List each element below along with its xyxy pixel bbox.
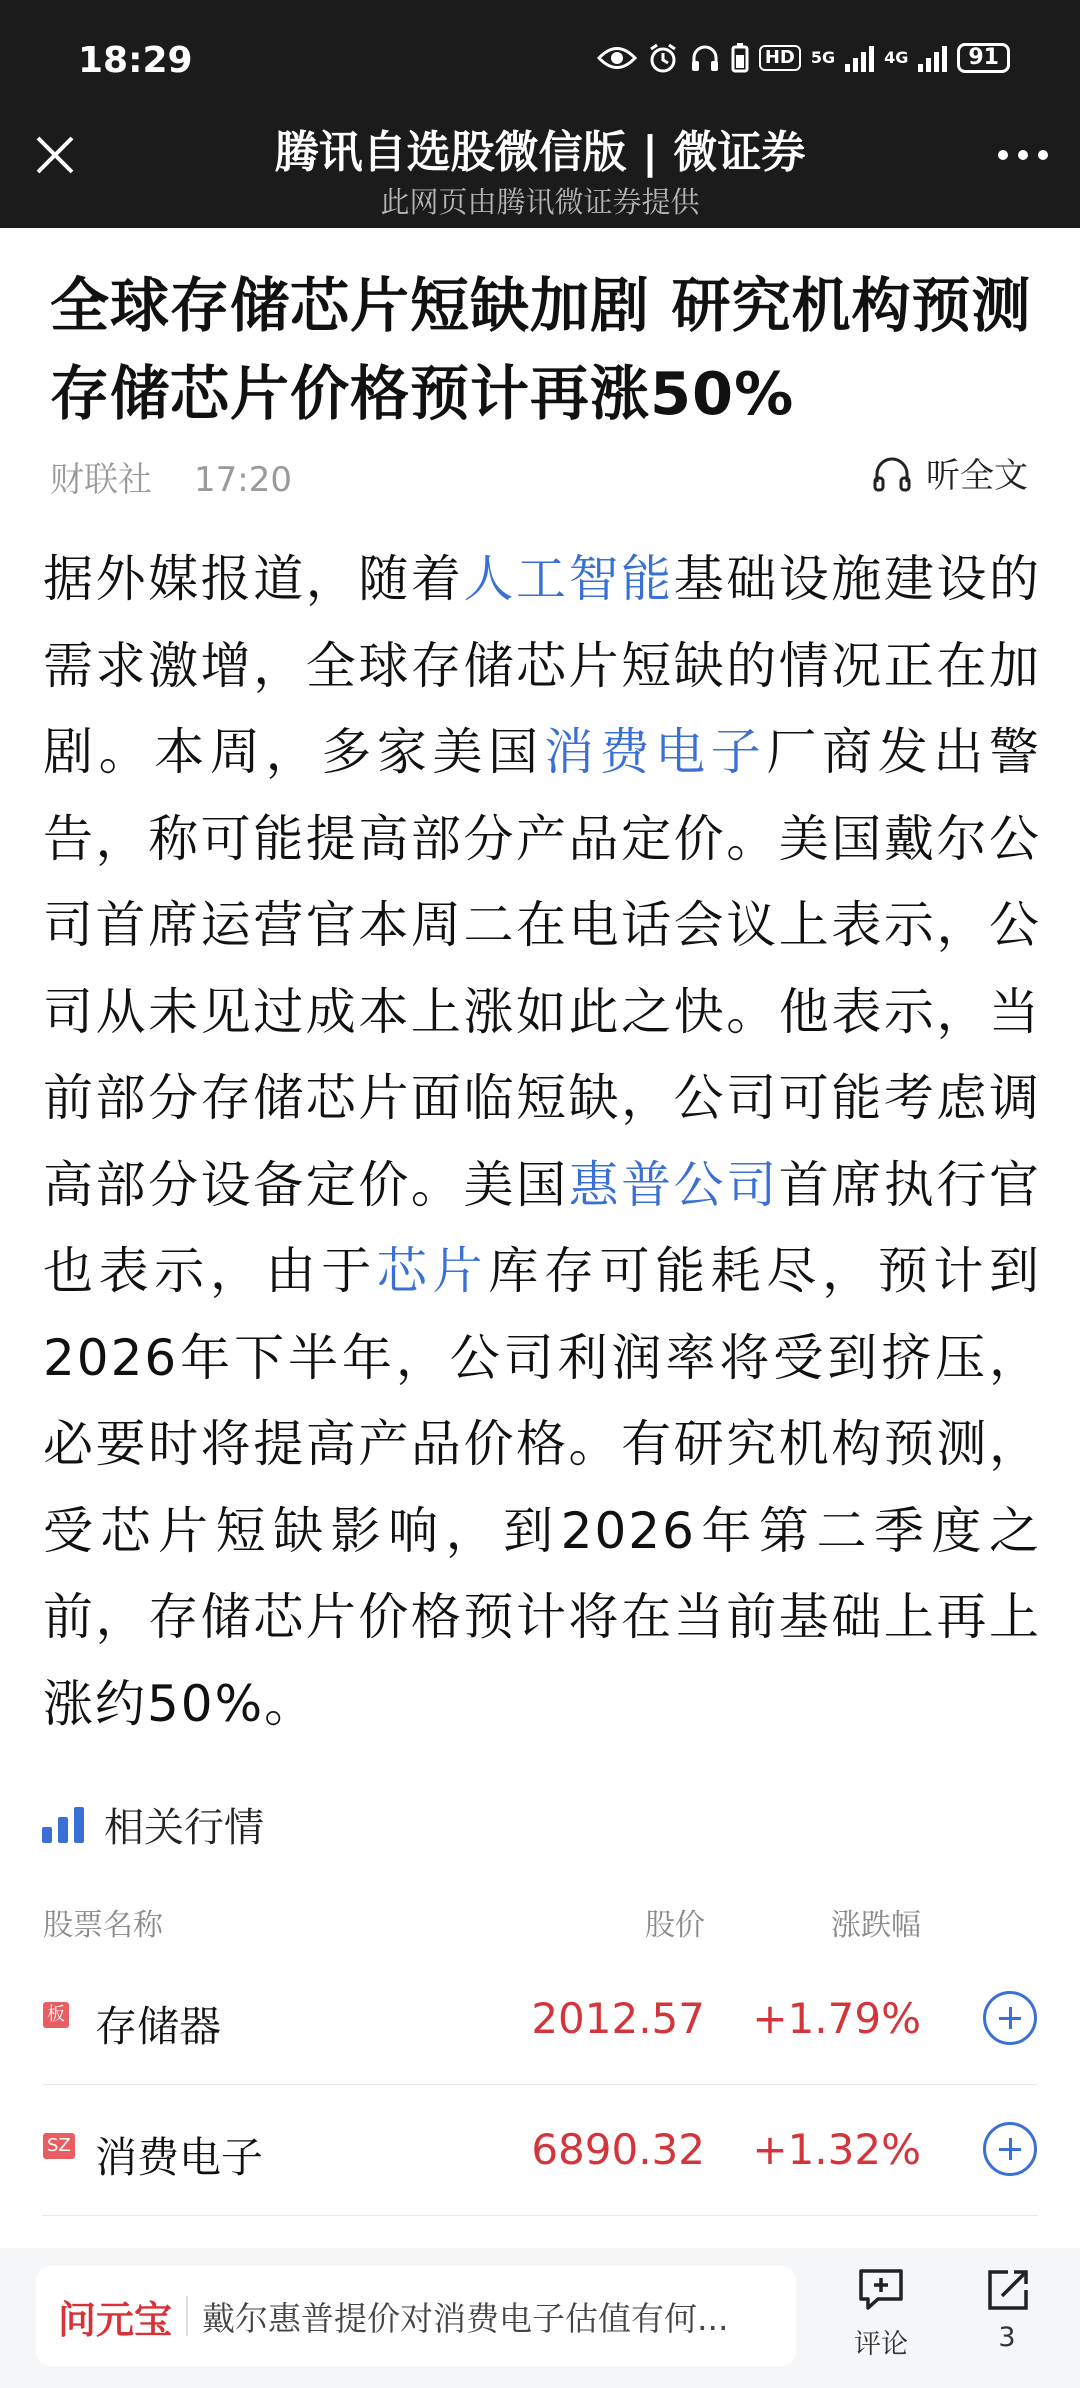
network-type-1: 5G [810,48,836,67]
stock-name: 消费电子 [95,2133,264,2182]
body-segment: 厂商发出警告，称可能提高部分产品定价。美国戴尔公司首席运营官本周二在电话会议上表示，公司从未见过成本上涨如此之快。他表示，当前部分存储芯片面临短缺，公司可能考虑调高部分设备定价。美国 [43,723,1042,1214]
title-bar [0,110,1080,228]
keyword-link-consumer-electronics[interactable]: 消费电子 [543,723,767,781]
bottom-bar [0,2248,1080,2388]
stock-row[interactable] [43,2085,1037,2216]
article-headline: 全球存储芯片短缺加剧 研究机构预测存储芯片价格预计再涨50% [50,271,1032,428]
eye-icon [597,45,637,71]
signal-icon [918,44,947,72]
keyword-link-hp[interactable]: 惠普公司 [568,1155,779,1214]
battery-icon [731,43,749,73]
signal-icon [845,44,874,72]
body-segment: 基础设施建设的需求激增，全球存储芯片短缺的情况正在加剧。本周，多家美国 [43,550,1042,781]
listen-label: 听全文 [926,456,1028,496]
stock-price: 6890.32 [531,2125,705,2174]
body-segment: 据外媒报道，随着 [43,550,464,608]
top-header [0,0,1080,228]
comment-label: 评论 [854,2329,908,2360]
article-body [43,536,1041,1747]
hd-indicator: HD [759,45,801,71]
ask-ai-input[interactable] [36,2266,796,2366]
status-time: 18:29 [78,40,193,81]
article-source[interactable]: 财联社 [50,460,152,500]
bar-chart-icon [42,1807,84,1843]
body-segment: 库存可能耗尽，预计到2026年下半年，公司利润率将受到挤压，必要时将提高产品价格。有研究机构预测，受芯片短缺影响，到2026年第二季度之前，存储芯片价格预计将在当前基础上再上涨约50%。 [43,1242,1042,1733]
divider [186,2296,188,2336]
app-subtitle: 此网页由腾讯微证券提供 [380,185,700,219]
column-change: 涨跌幅 [831,1908,921,1943]
add-watchlist-button[interactable] [983,1991,1037,2045]
keyword-link-chip[interactable]: 芯片 [376,1242,489,1300]
battery-level: 91 [957,43,1010,73]
app-title: 腾讯自选股微信版 | 微证券 [274,127,806,178]
listen-full-button[interactable] [872,448,1028,497]
status-bar [0,0,1080,120]
more-dots-icon [998,150,1008,160]
stock-change: +1.32% [752,2125,921,2174]
share-edit-icon [982,2266,1032,2314]
stock-name: 存储器 [95,2002,222,2051]
market-badge: SZ [43,2133,75,2159]
body-segment: 首席执行官也表示，由于 [43,1155,1042,1300]
stock-table-header [43,1900,1037,1948]
keyword-link-ai[interactable]: 人工智能 [463,550,674,608]
more-options-button[interactable] [998,150,1048,160]
comment-button[interactable] [836,2266,926,2361]
related-market-title: 相关行情 [104,1805,264,1851]
network-type-2: 4G [884,48,909,67]
related-market-header [42,1796,264,1853]
article-meta [50,452,292,501]
alarm-icon [647,42,679,74]
share-count: 3 [998,2322,1016,2353]
ask-suggestion: 戴尔惠普提价对消费电子估值有何... [202,2298,729,2338]
sector-badge: 板 [43,2002,69,2028]
column-price: 股价 [645,1908,705,1943]
headset-icon [689,42,721,74]
status-icons [597,42,1010,74]
stock-row[interactable] [43,1954,1037,2085]
headphones-icon [872,454,912,492]
column-name: 股票名称 [43,1908,163,1943]
share-button[interactable] [962,2266,1052,2353]
stock-change: +1.79% [752,1994,921,2043]
article-time: 17:20 [194,460,292,500]
comment-icon [856,2266,906,2314]
stock-price: 2012.57 [531,1994,705,2043]
add-watchlist-button[interactable] [983,2122,1037,2176]
ask-brand: 问元宝 [58,2297,173,2342]
